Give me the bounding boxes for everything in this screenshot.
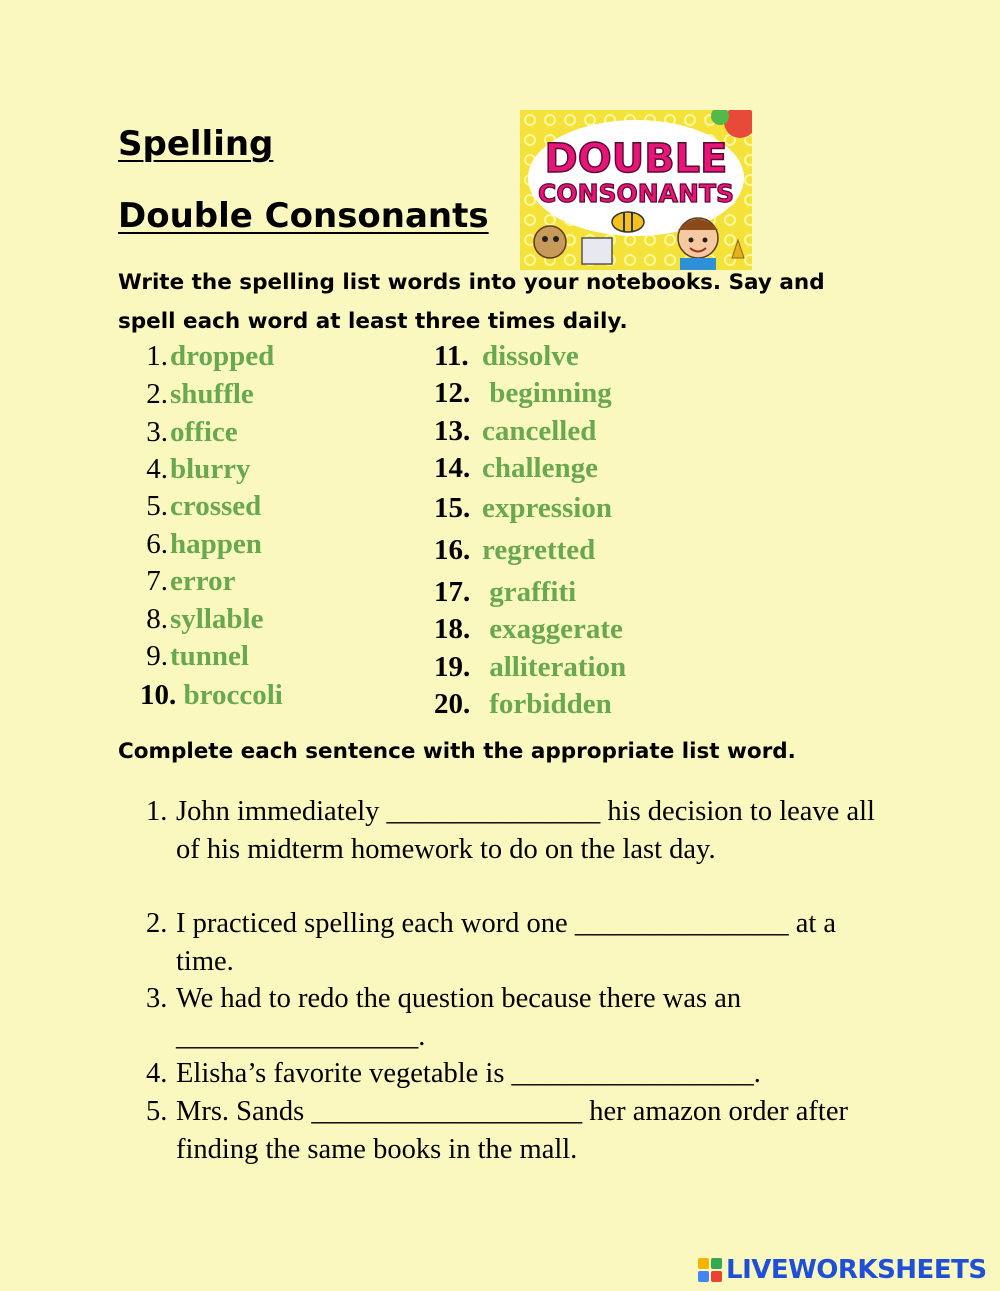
word-number: 3. (146, 416, 168, 448)
page-title: Spelling (118, 124, 274, 164)
word-list-item (138, 416, 238, 449)
word-list-item (140, 679, 283, 712)
word-number: 5. (146, 490, 168, 522)
spelling-word: syllable (170, 603, 264, 635)
sentence-text: Elisha’s favorite vegetable is _________________. (176, 1058, 761, 1089)
word-number: 17. (434, 576, 471, 608)
sentence-item (146, 980, 886, 1055)
word-number: 10. (140, 679, 177, 711)
word-number: 2. (146, 378, 168, 410)
word-number: 15. (434, 492, 471, 524)
logo-illustration (520, 110, 752, 270)
sentence-item (146, 905, 886, 980)
word-list-item (434, 492, 612, 525)
word-list-item (434, 613, 623, 646)
word-number: 18. (434, 613, 471, 645)
list-instruction (118, 263, 825, 341)
sentence-instruction: Complete each sentence with the appropriate list word. (118, 739, 796, 764)
word-list-item (138, 490, 261, 523)
sentence-text: We had to redo the question because there was an _________________. (176, 983, 742, 1052)
spelling-word: error (170, 565, 236, 597)
word-list-item (434, 377, 612, 410)
spelling-word: dissolve (482, 340, 579, 372)
double-consonants-logo (520, 110, 752, 270)
spelling-word: crossed (170, 490, 262, 522)
sentence-number: 2. (146, 908, 168, 939)
spelling-word: tunnel (170, 640, 249, 672)
list-instruction-line1: Write the spelling list words into your notebooks. Say and (118, 270, 825, 295)
page-subtitle: Double Consonants (118, 196, 489, 236)
word-number: 19. (434, 651, 471, 683)
word-number: 9. (146, 640, 168, 672)
liveworksheets-brand[interactable] (698, 1254, 987, 1286)
word-number: 8. (146, 603, 168, 635)
list-instruction-line2: spell each word at least three times daily. (118, 309, 628, 334)
word-list-item (434, 576, 576, 609)
spelling-word: graffiti (489, 576, 577, 608)
word-number: 7. (146, 565, 168, 597)
spelling-word: shuffle (170, 378, 254, 410)
word-number: 16. (434, 534, 471, 566)
spelling-word: beginning (489, 377, 612, 409)
word-list-item (434, 452, 598, 485)
word-list-item (434, 415, 596, 448)
spelling-word: regretted (482, 534, 596, 566)
spelling-word: happen (170, 528, 262, 560)
sentence-text: John immediately _______________ his decision to leave all of his midterm homework to do on the last day. (176, 796, 875, 865)
spelling-word: alliteration (489, 651, 627, 683)
sentence-text: I practiced spelling each word one _______________ at a time. (176, 908, 837, 977)
sentence-number: 5. (146, 1096, 168, 1127)
word-number: 6. (146, 528, 168, 560)
spelling-word: expression (482, 492, 612, 524)
word-list-item (434, 340, 579, 373)
spelling-word: office (170, 416, 238, 448)
word-list-item (434, 651, 626, 684)
sentence-text: Mrs. Sands ___________________ her amazon order after finding the same books in the mall. (176, 1096, 848, 1165)
liveworksheets-logo-icon (698, 1258, 722, 1282)
sentence-number: 3. (146, 983, 168, 1014)
word-list-item (434, 688, 612, 721)
word-list-item (138, 640, 249, 673)
svg-text:DOUBLE: DOUBLE (544, 136, 728, 182)
word-number: 13. (434, 415, 471, 447)
sentence-number: 4. (146, 1058, 168, 1089)
word-number: 1. (146, 340, 168, 372)
sentence-item (146, 1055, 886, 1093)
sentence-item (146, 1093, 886, 1168)
word-number: 20. (434, 688, 471, 720)
sentence-number: 1. (146, 796, 168, 827)
spelling-word: blurry (170, 453, 251, 485)
word-list-item (138, 528, 262, 561)
spelling-word: broccoli (183, 679, 283, 711)
word-list-item (434, 534, 595, 567)
spelling-word: forbidden (489, 688, 612, 720)
word-number: 12. (434, 377, 471, 409)
spelling-word: dropped (170, 340, 275, 372)
word-list-item (138, 453, 251, 486)
spelling-word: exaggerate (489, 613, 623, 645)
word-number: 14. (434, 452, 471, 484)
brand-text: LIVEWORKSHEETS (726, 1255, 987, 1285)
svg-text:CONSONANTS: CONSONANTS (537, 179, 735, 208)
word-list-item (138, 340, 274, 373)
spelling-word: cancelled (482, 415, 597, 447)
word-list-item (138, 603, 263, 636)
spelling-word: challenge (482, 452, 598, 484)
word-number: 11. (434, 340, 469, 372)
word-list-item (138, 378, 254, 411)
sentence-item (146, 793, 886, 868)
word-list-item (138, 565, 235, 598)
word-number: 4. (146, 453, 168, 485)
